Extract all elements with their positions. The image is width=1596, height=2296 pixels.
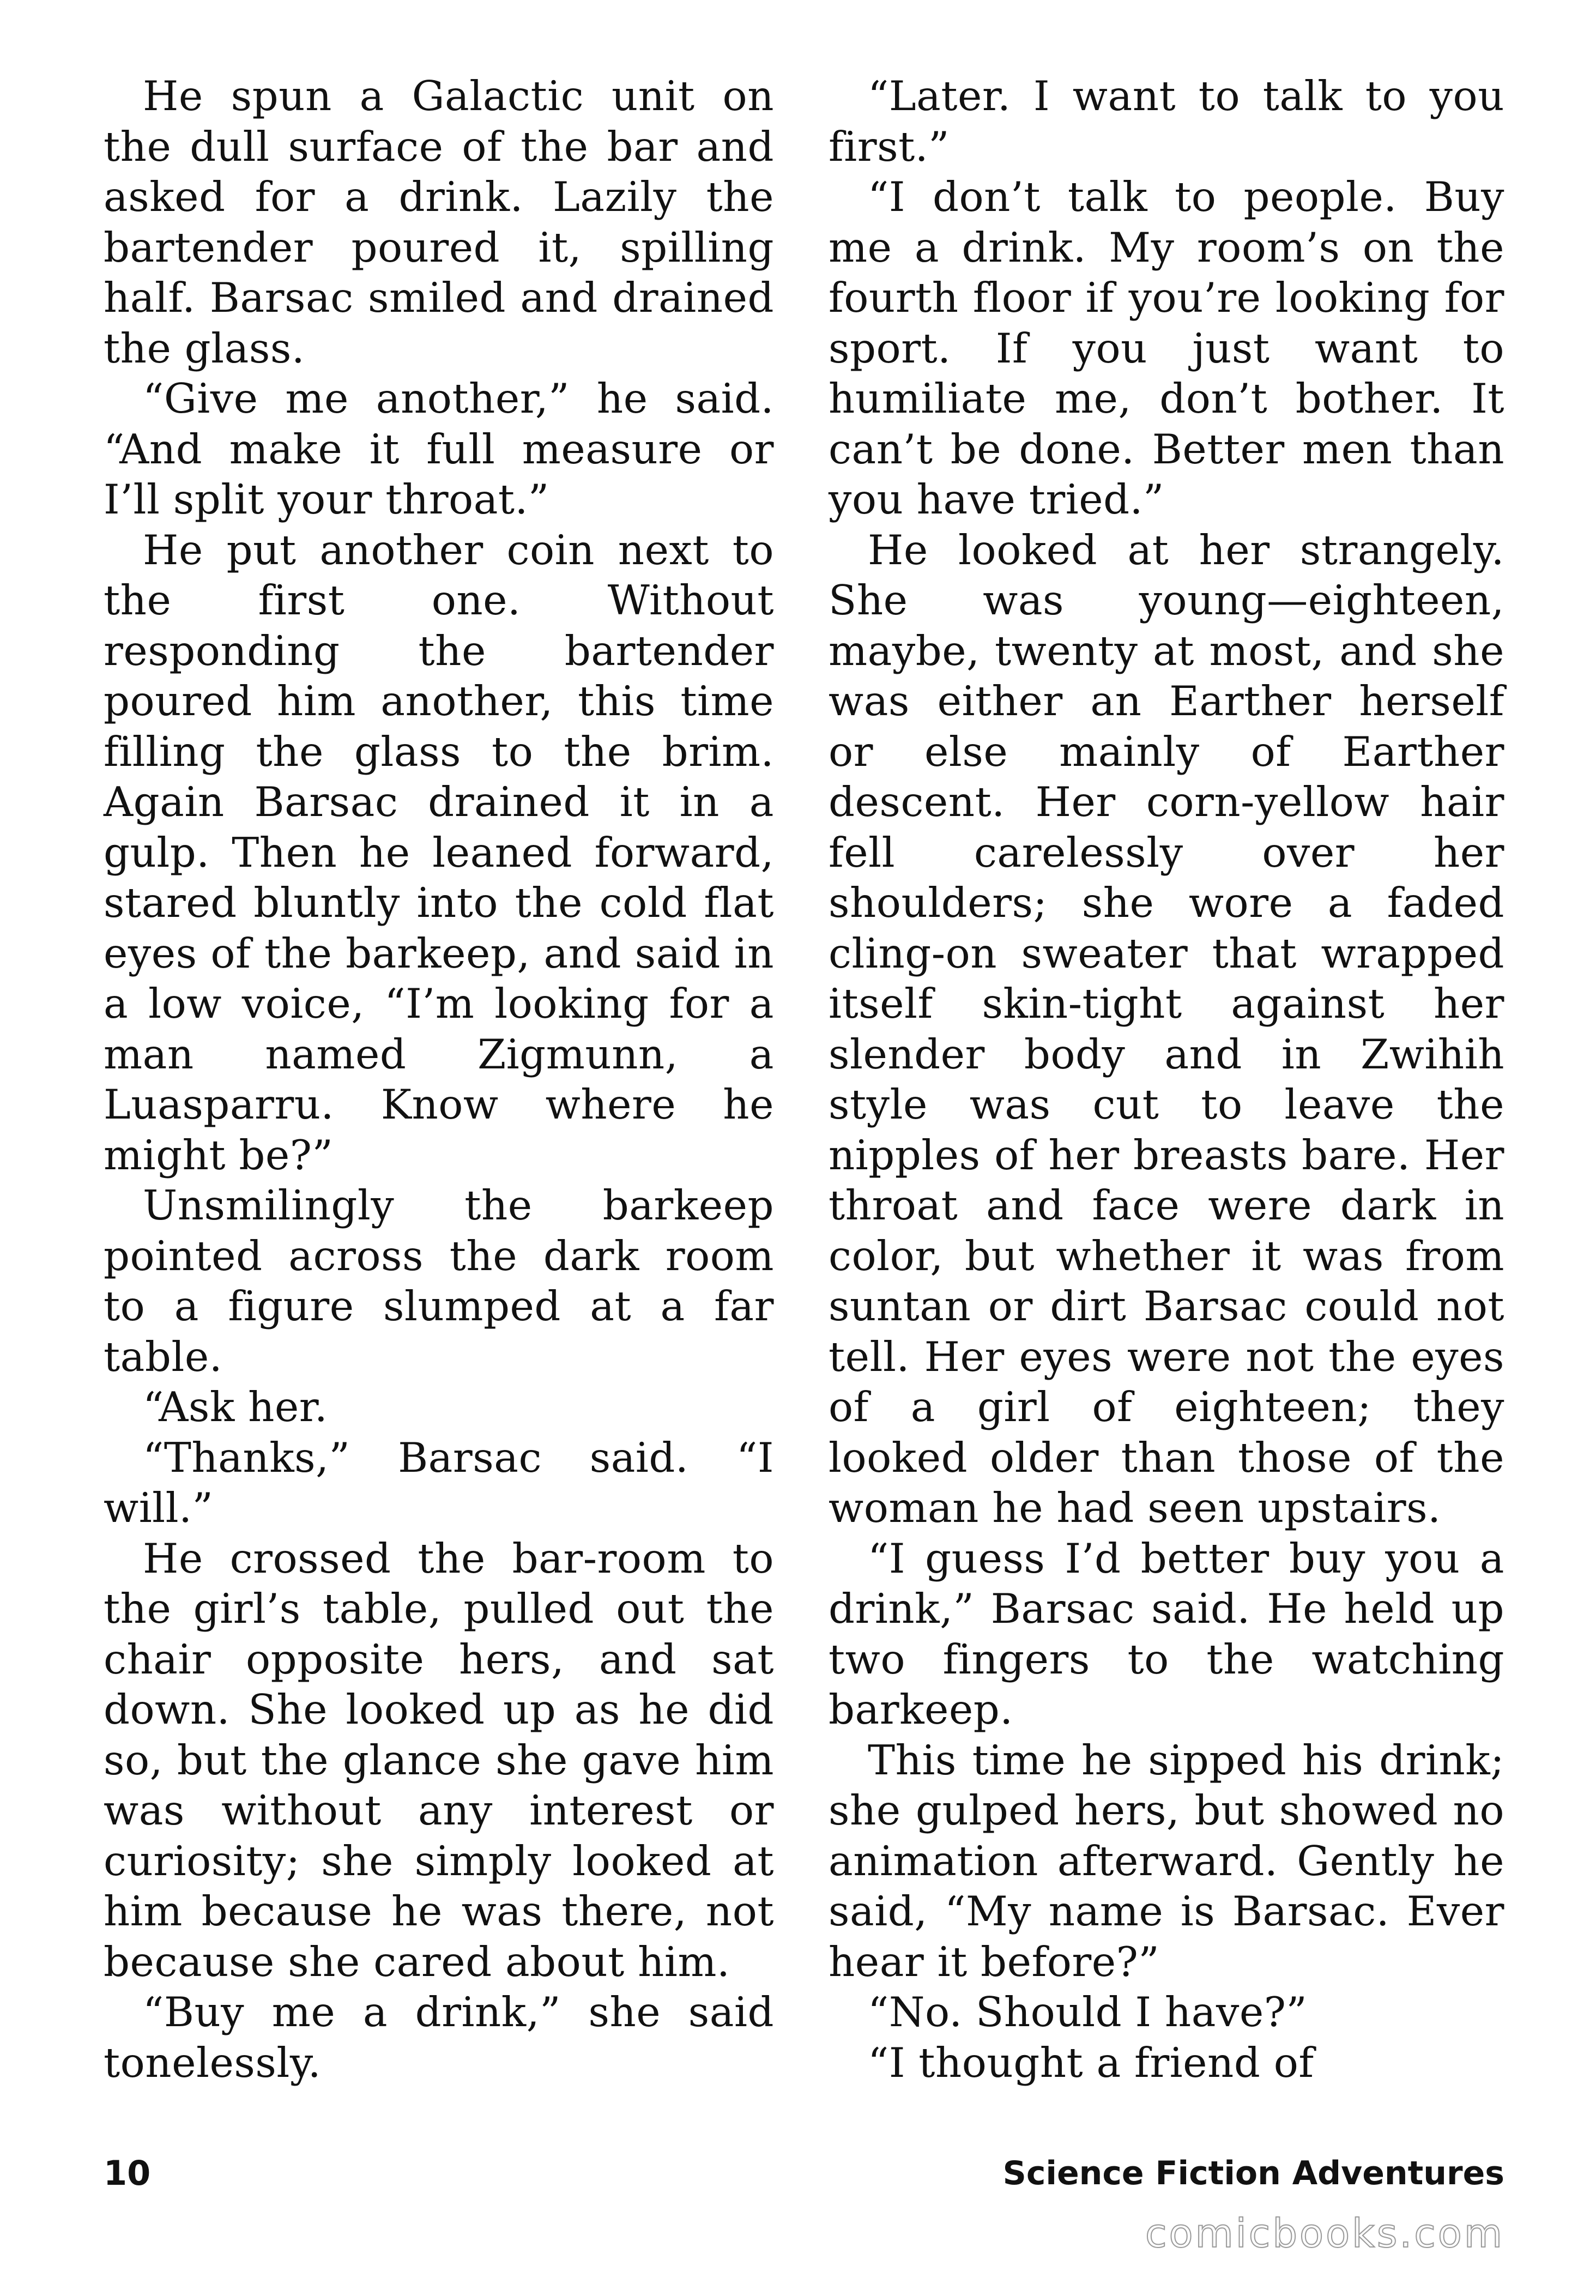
paragraph: He spun a Galactic unit on the dull surface of the bar and asked for a drink. Lazily the bartender poured it, spilling half. Barsac smiled and drained the glass. — [104, 72, 774, 372]
left-text-column — [104, 71, 774, 2088]
paragraph: Unsmilingly the barkeep pointed across the dark room to a figure slumped at a far table. — [104, 1181, 774, 1381]
page-number: 10 — [104, 2153, 151, 2193]
paragraph: “Buy me a drink,” she said tonelessly. — [104, 1988, 774, 2087]
paragraph: “I don’t talk to people. Buy me a drink. My room’s on the fourth floor if you’re looking for sport. If you just want to humiliate me, don’t bother. It can’t be done. Better men than you have tried.” — [829, 173, 1504, 523]
paragraph: “I guess I’d better buy you a drink,” Barsac said. He held up two fingers to the watching barkeep. — [829, 1534, 1504, 1733]
paragraph: This time he sipped his drink; she gulped hers, but showed no animation afterward. Gently he said, “My name is Barsac. Ever hear it before?” — [829, 1736, 1504, 1986]
paragraph: “No. Should I have?” — [868, 1988, 1308, 2036]
paragraph: He looked at her strangely. She was young—eighteen, maybe, twenty at most, and she was either an Earther herself or else mainly of Earther descent. Her corn-yellow hair fell carelessly over her shoulders; she wore a faded cling-on sweater that wrapped itself skin-tight against her slender body and in Zwihih style was cut to leave the nipples of her breasts bare. Her throat and face were dark in color, but whether it was from suntan or dirt Barsac could not tell. Her eyes were not the eyes of a girl of eighteen; they looked older than those of the woman he had seen upstairs. — [829, 525, 1504, 1532]
paragraph: “Give me another,” he said. “And make it full measure or I’ll split your throat.” — [104, 374, 774, 523]
watermark: comicbooks.com — [1145, 2210, 1504, 2256]
paragraph: “Later. I want to talk to you first.” — [829, 72, 1504, 171]
paragraph: He put another coin next to the first one. Without responding the bartender poured him another, this time filling the glass to the brim. Again Barsac drained it in a gulp. Then he leaned forward, stared bluntly into the cold flat eyes of the barkeep, and said in a low voice, “I’m looking for a man named Zigmunn, a Luasparru. Know where he might be?” — [104, 525, 774, 1179]
paragraph: “Ask her. — [143, 1383, 328, 1431]
paragraph: He crossed the bar-room to the girl’s table, pulled out the chair opposite hers, and sat down. She looked up as he did so, but the glance she gave him was without any interest or curiosity; she simply looked at him because he was there, not because she cared about him. — [104, 1534, 774, 1986]
paragraph: “Thanks,” Barsac said. “I will.” — [104, 1433, 774, 1532]
magazine-title-footer: Science Fiction Adventures — [1002, 2154, 1504, 2192]
right-text-column — [829, 71, 1504, 2088]
paragraph: “I thought a friend of — [868, 2038, 1314, 2087]
